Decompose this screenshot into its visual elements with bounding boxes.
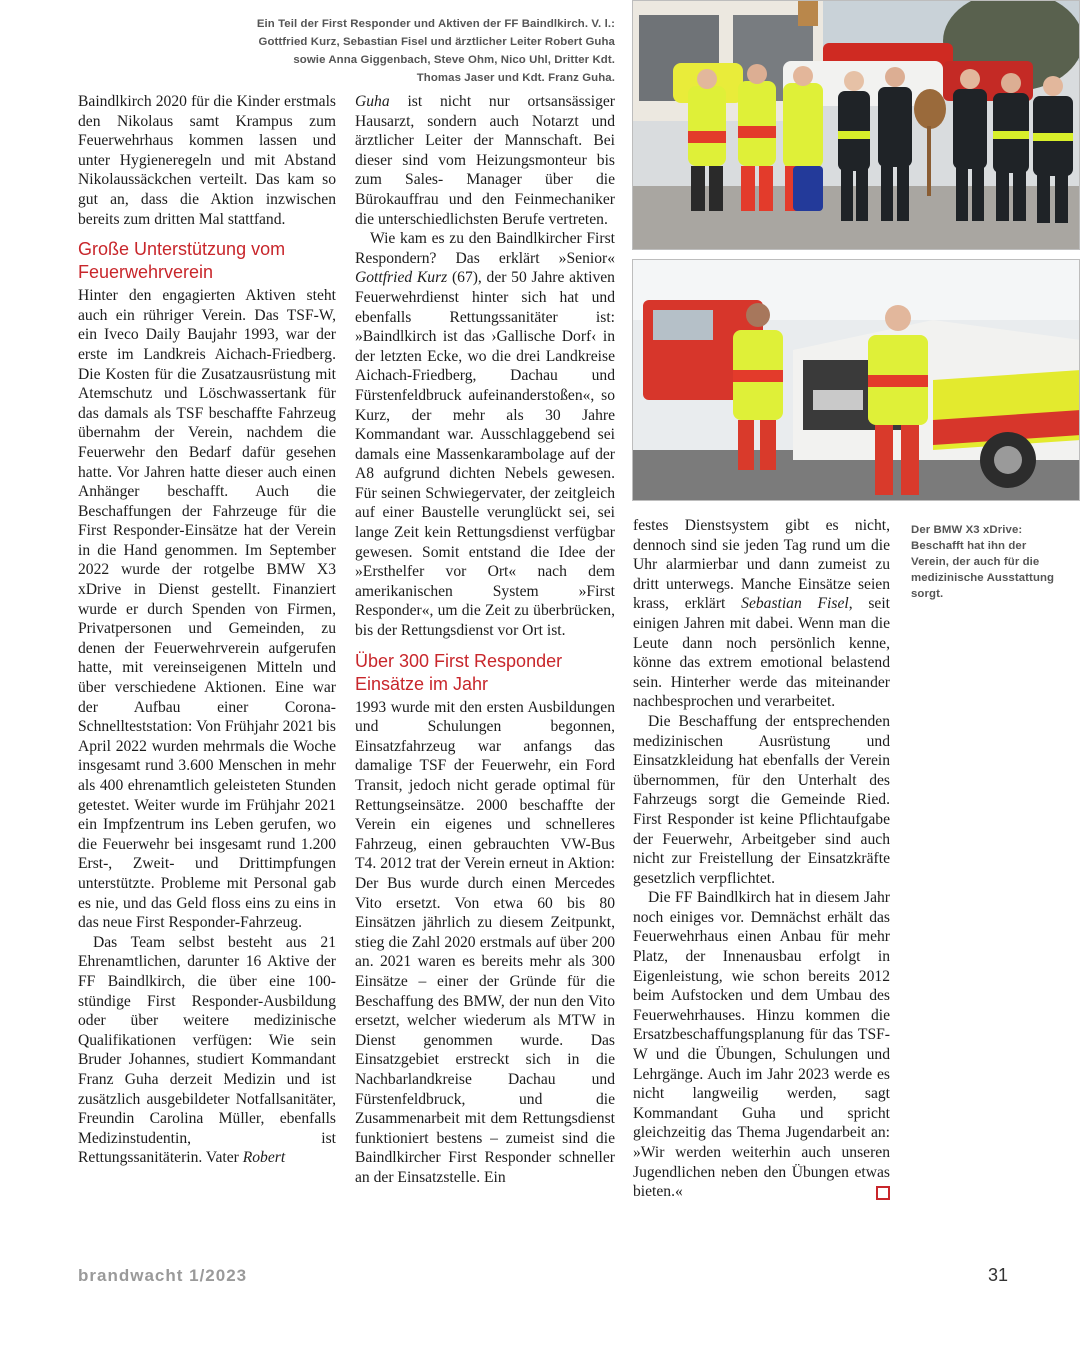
vehicle-photo (632, 259, 1080, 501)
section-heading: Über 300 First Responder Einsätze im Jahr (355, 650, 563, 694)
section-heading: Große Unterstützung vom Feuerwehrverein (78, 239, 286, 283)
article-column-2 (355, 92, 615, 1187)
paragraph: Das Team selbst besteht aus 21 Ehrenamtlichen, darunter 16 Aktive der FF Baindlkirch, die über eine 100-stündige First Responder-Ausbildung oder über weitere medizinische Qualifikationen verfügen: Wie sein Bruder Johannes, studiert Kommandant Franz Guha derzeit Medizin und ist zusätzlich ausgebildeter Notfallsanitäter, Freundin Carolina Müller, ebenfalls Medizinstudentin, ist Rettungssanitäterin. Vater Robert (78, 933, 336, 1167)
end-of-article-icon (876, 1186, 890, 1200)
paragraph: Baindlkirch 2020 für die Kinder erstmals den Nikolaus samt Krampus zum Feuerwehrhaus kommen lassen und unter Hygieneregeln und mit Abstand Nikolaussäckchen verteilt. Das kam so gut an, dass die Aktion inzwischen bereits zum dritten Mal stattfand. (78, 93, 336, 228)
person-name: Gottfried Kurz (355, 269, 448, 287)
paragraph: 1993 wurde mit den ersten Ausbildungen und Schulungen begonnen, Einsatzfahrzeug war anfangs das damalige TSF der Feuerwehr, ein Ford Transit, jedoch nicht gerade optimal für Rettungseinsätze. 2000 beschaffte der Verein ein eigenes und schnelleres Fahrzeug, einen gebrauchten VW-Bus T4. 2012 trat der Verein erneut in Aktion: Der Bus wurde durch einen Mercedes Vito ersetzt. Von etwa 60 bis 80 Einsätzen jährlich zu diesem Zeitpunkt, stieg die Zahl 2020 erstmals auf über 200 an. 2021 waren es bereits mehr als 300 Einsätze – einer der Gründe für die Beschaffung des BMW, der nun den Vito ersetzt, welcher wiederum als MTW in Dienst genommen wurde. Das Einsatzgebiet erstreckt sich in die Nachbarlandkreise Dachau und Fürstenfeldbruck, und die Zusammenarbeit mit dem Rettungsdienst funktioniert bestens – zumeist sind die Baindlkircher First Responder schneller an der Einsatzstelle. Ein (355, 698, 615, 1186)
paragraph: Die FF Baindlkirch hat in diesem Jahr noch einiges vor. Demnächst erhält das Feuerwehrhaus einen Anbau für mehr Platz, der Innenausbau erfolgt in Eigenleistung, wie schon bereits 2012 beim Aufstocken und dem Umbau des Feuerwehrhauses. Hinzu kommen die Ersatzbeschaffungsplanung für das TSF-W und die Übungen, Schulungen und Lehrgänge. Auch im Jahr 2023 werde es nicht langweilig werden, sagt Kommandant Guha und spricht gleichzeitig das Thema Jugendarbeit an: »Wir werden weiterhin auch unseren Jugendlichen neben den Übungen etwas bieten.« (633, 889, 890, 1201)
person-name: Sebastian Fisel (741, 595, 849, 613)
group-photo-caption: Ein Teil der First Responder und Aktiven der FF Baindlkirch. V. l.: Gottfried Kurz, Sebastian Fisel und ärztlicher Leiter Robert Guha sowie Anna Giggenbach, Steve Ohm, Nico Uhl, Dritter Kdt. Thomas Jaser und Kdt. Franz Guha. (256, 18, 615, 84)
group-photo (632, 0, 1080, 250)
page-number: 31 (988, 1265, 1009, 1285)
article-column-3 (633, 516, 890, 1202)
person-name: Guha (355, 93, 390, 110)
person-name: Robert (242, 1149, 286, 1167)
paragraph: Wie kam es zu den Baindlkircher First Respondern? Das erklärt »Senior« Gottfried Kurz (67), der 50 Jahre aktiven Feuerwehrdienst hinter sich hat und ebenfalls Rettungssanitäter ist: »Baindlkirch ist das ›Gallische Dorf‹ in der letzten Ecke, wo die drei Landkreise Aichach-Friedberg, Dachau und Fürstenfeldbruck aufeinanderstoßen«, so Kurz, der mehr als 30 Jahre Kommandant war. Ausschlaggebend sei damals eine Massenkarambolage auf der A8 aufgrund dichten Nebels gewesen. Für seinen Schwiegervater, der zeitgleich auf einer Baustelle verunglückt sei, sei lange Zeit kein Rettungsdienst verfügbar gewesen. Somit entstand die Idee der »Ersthelfer vor Ort« nach dem amerikanischen System »First Responder«, um die Zeit zu überbrücken, bis der Rettungsdienst vor Ort ist. (355, 230, 615, 640)
magazine-issue: brandwacht 1/2023 (78, 1266, 248, 1285)
paragraph: Hinter den engagierten Aktiven steht auch ein rühriger Verein. Das TSF-W, ein Iveco Daily Baujahr 1993, war der erste im Landkreis Aichach-Friedberg. Die Kosten für die Zusatzausrüstung mit Atemschutz und Löschwassertank für das damals als TSF beschaffte Fahrzeug übernahm der Verein, nachdem die Feuerwehr den Bedarf dafür gesehen hatte. Vor Jahren hatte dieser auch einen Anhänger beschafft. Auch die Beschaffungen der Fahrzeuge für die First Responder-Einsätze hat der Verein in die Hand genommen. Im September 2022 wurde der rotgelbe BMW X3 xDrive in Dienst gestellt. Finanziert wurde er durch Spenden von Firmen, Privatpersonen und Gemeinden, zu denen der Feuerwehrverein aufgerufen hatte, mit vereinseigenen Mitteln und über verschiedene Aktionen. Eine war der Aufbau einer Corona-Schnellteststation: Von Frühjahr 2021 bis April 2022 wurden mehrmals die Woche insgesamt rund 3.600 Menschen in mehr als 400 ehrenamtlich geleisteten Stunden getestet. Weiter wurde im Frühjahr 2021 ein Impfzentrum ins Leben gerufen, wo die Feuerwehr bei insgesamt rund 1.200 Erst-, Zweit- und Drittimpfungen unterstützte. Probleme mit Personal gab es nie, und das Geld floss eins zu eins in das neue First Responder-Fahrzeug. (78, 287, 336, 932)
paragraph: Guha ist nicht nur ortsansässiger Hausarzt, sondern auch Notarzt und ärztlicher Leiter der Mannschaft. Bei dieser sind vom Heizungsmonteur bis zum Sales- Manager über die Bürokauffrau und den Feinmechaniker die unterschiedlichsten Berufe vertreten. (355, 93, 615, 228)
vehicle-photo-caption: Der BMW X3 xDrive: Beschafft hat ihn der Verein, der auch für die medizinische Ausstattung sorgt. (911, 524, 1055, 600)
paragraph: Die Beschaffung der entsprechenden medizinischen Ausrüstung und Einsatzkleidung hat ebenfalls der Verein übernommen, für den Unterhalt des Fahrzeugs sorgt die Gemeinde Ried. First Responder ist keine Pflichtaufgabe der Feuerwehr, Arbeitgeber sind auch nicht zur Freistellung der Einsatzkräfte gesetzlich verpflichtet. (633, 712, 890, 887)
article-column-1 (78, 92, 336, 1168)
paragraph: festes Dienstsystem gibt es nicht, dennoch sind sie jeden Tag rund um die Uhr alarmierbar und dann zumeist zu dritt unterwegs. Manche Einsätze seien krass, erklärt Sebastian Fisel, seit einigen Jahren mit dabei. Wenn man die Leute dann noch persönlich kenne, könne das extrem emotional belastend sein. Hinterher werde das miteinander nachbesprochen und verarbeitet. (633, 517, 891, 711)
